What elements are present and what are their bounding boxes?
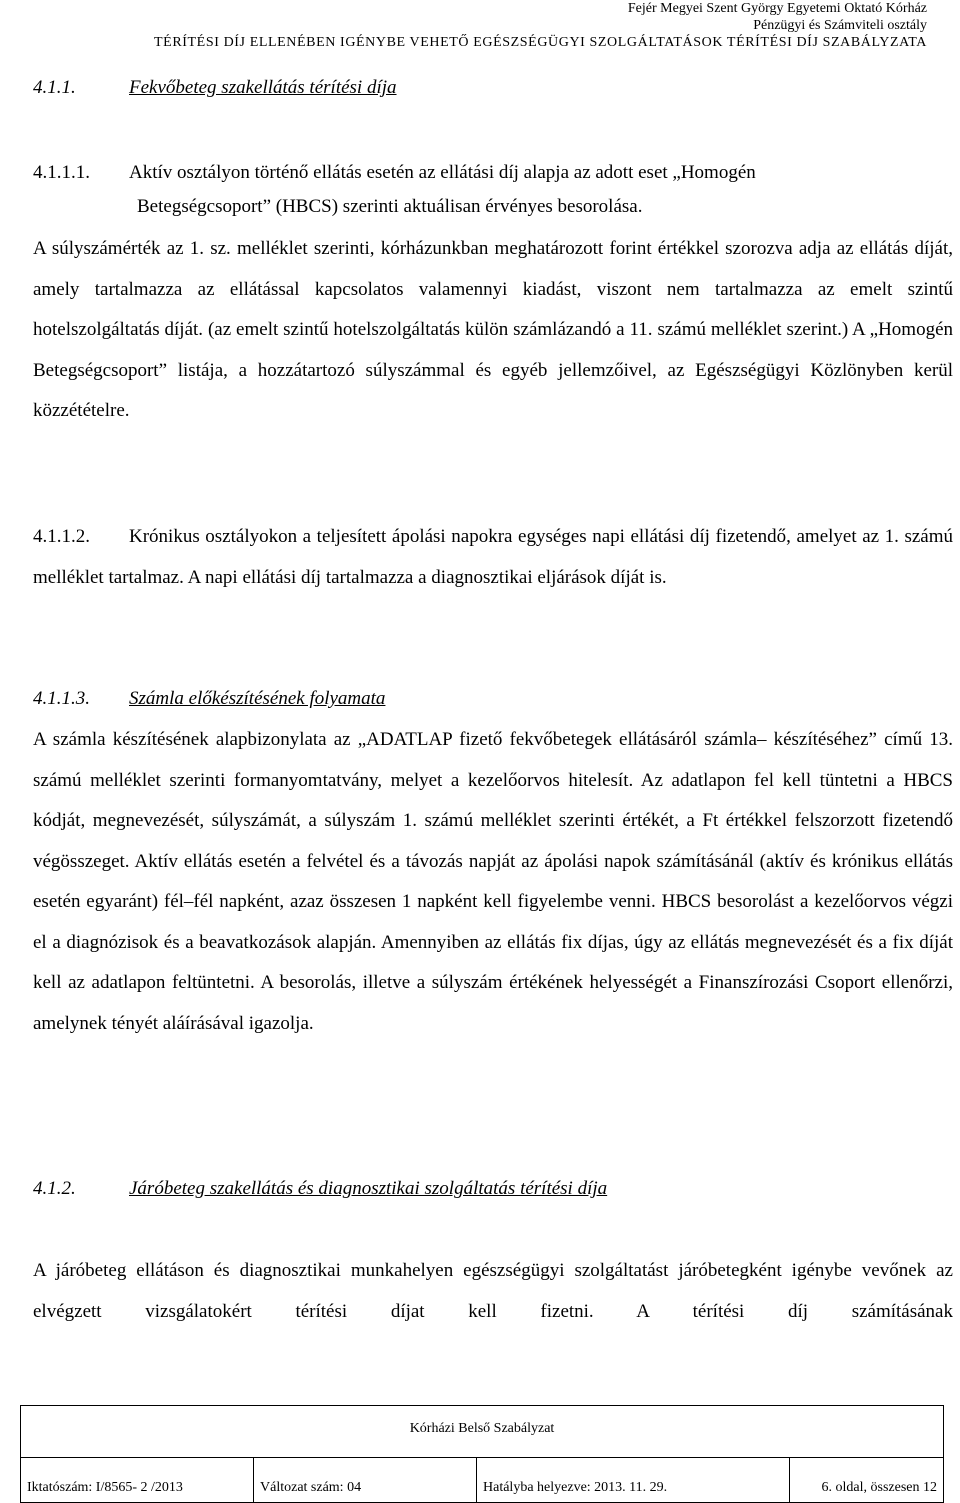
section-number: 4.1.1.1. <box>33 162 90 183</box>
footer-valtozat: Változat szám: 04 <box>254 1458 477 1503</box>
page-footer <box>20 1405 944 1503</box>
footer-title: Kórházi Belső Szabályzat <box>21 1406 944 1458</box>
section-4-1-1-1-heading <box>33 153 953 227</box>
footer-oldal: 6. oldal, összesen 12 <box>790 1458 944 1503</box>
section-title: Fekvőbeteg szakellátás térítési díja <box>129 77 397 98</box>
section-4-1-2-paragraph: A járóbeteg ellátáson és diagnosztikai munkahelyen egészségügyi szolgáltatást járóbetegként igénybe vevőnek az elvégzett vizsgálatokért térítési díjat kell fizetni. A térítési díj számításának <box>33 1260 953 1322</box>
section-text: Krónikus osztályokon a teljesített ápolási napokra egységes napi ellátási díj fizetendő, amelyet az 1. számú melléklet tartalmaz. A napi ellátási díj tartalmazza a diagnosztikai eljárások díját is. <box>33 526 953 588</box>
header-title: TÉRÍTÉSI DÍJ ELLENÉBEN IGÉNYBE VEHETŐ EGÉSZSÉGÜGYI SZOLGÁLTATÁSOK TÉRÍTÉSI DÍJ SZABÁLYZATA <box>154 35 927 50</box>
section-title: Járóbeteg szakellátás és diagnosztikai szolgáltatás térítési díja <box>129 1178 608 1199</box>
footer-hatalyba: Hatályba helyezve: 2013. 11. 29. <box>477 1458 790 1503</box>
section-number: 4.1.1. <box>33 77 76 98</box>
header-dept: Pénzügyi és Számviteli osztály <box>753 18 927 33</box>
header-org: Fejér Megyei Szent György Egyetemi Oktató Kórház <box>627 1 927 16</box>
section-line-2: Betegségcsoport” (HBCS) szerinti aktuálisan érvényes besorolása. <box>137 196 643 217</box>
section-4-1-2-heading <box>33 1178 953 1200</box>
section-line-1: Aktív osztályon történő ellátás esetén az ellátási díj alapja az adott eset „Homogén <box>129 162 756 183</box>
section-4-1-1-3-paragraph: A számla készítésének alapbizonylata az „ADATLAP fizető fekvőbetegek ellátásáról számla– készítéséhez” című 13. számú melléklet szerinti formanyomtatvány, melyet a kezelőorvos hitelesít. Az adatlapon fel kell tüntetni a HBCS kódját, megnevezését, súlyszámát, a súlyszám 1. számú melléklet szerinti értékét, a Ft értékkel felszorzott fizetendő végösszeget. Aktív ellátás esetén a felvétel és a távozás napját az ápolási napok számításánál (aktív és krónikus ellátás esetén egyaránt) fél–fél napként, azaz összesen 1 napként kell figyelembe venni. HBCS besorolást a kezelőorvos végzi el a diagnózisok és a beavatkozások alapján. Amennyiben az ellátás fix díjas, úgy az ellátás megnevezését és a fix díját kell az adatlapon feltüntetni. A besorolás, illetve a súlyszám értékének helyességét a Finanszírozási Csoport ellenőrzi, amelynek tényét aláírásával igazolja. <box>33 729 953 1034</box>
footer-iktatoszam: Iktatószám: I/8565- 2 /2013 <box>21 1458 254 1503</box>
section-number: 4.1.1.2. <box>33 526 90 547</box>
section-number: 4.1.2. <box>33 1178 76 1199</box>
section-4-1-1-heading <box>33 77 953 99</box>
section-4-1-1-2 <box>33 517 953 598</box>
section-title: Számla előkészítésének folyamata <box>129 688 386 709</box>
section-4-1-1-1-paragraph: A súlyszámérték az 1. sz. melléklet szerinti, kórházunkban meghatározott forint értékkel szorozva adja az ellátás díját, amely tartalmazza az ellátással kapcsolatos valamennyi kiadást, viszont nem tartalmazza az emelt szintű hotelszolgáltatás díját. (az emelt szintű hotelszolgáltatás külön számlázandó a 11. számú melléklet szerint.) A „Homogén Betegségcsoport” listája, a hozzátartozó súlyszámmal és egyéb jellemzőivel, az Egészségügyi Közlönyben kerül közzétételre. <box>33 238 953 421</box>
page-header <box>0 0 960 51</box>
section-4-1-1-3-heading <box>33 688 953 710</box>
section-number: 4.1.1.3. <box>33 688 90 709</box>
